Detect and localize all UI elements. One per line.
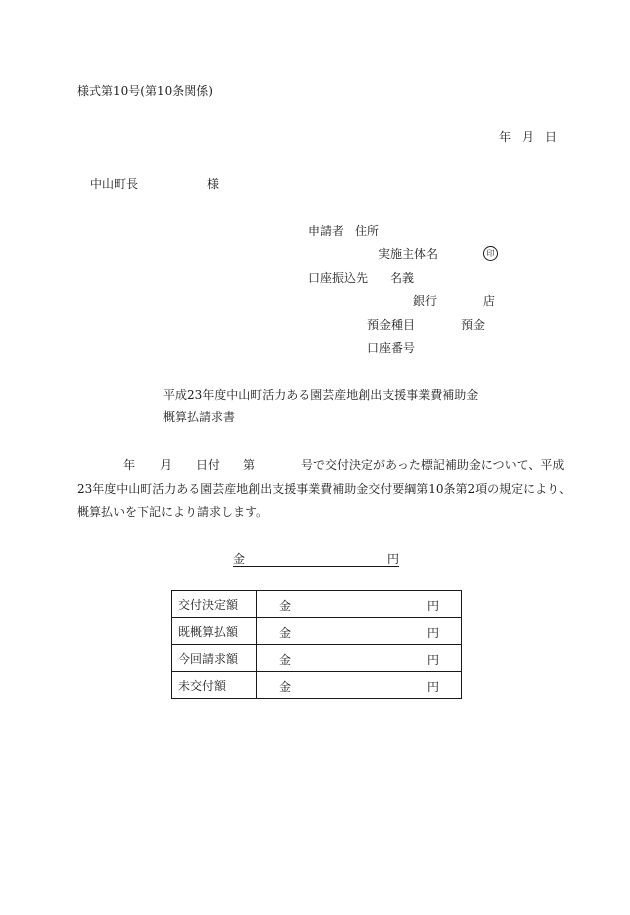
row-value-cell <box>257 645 462 672</box>
document-title-line2: 概算払請求書 <box>163 410 236 424</box>
bank-label: 口座振込先 <box>308 271 369 285</box>
body-dai-label: 第 <box>243 458 256 472</box>
row-yen: 円 <box>426 599 439 613</box>
body-month-label: 月 <box>160 458 173 472</box>
addressee-honorific: 様 <box>207 177 220 191</box>
table-row <box>172 618 462 645</box>
amount-kin-label: 金 <box>233 552 246 566</box>
bank-holder-label: 名義 <box>390 271 415 285</box>
row-label: 交付決定額 <box>172 591 257 618</box>
row-value-cell <box>257 591 462 618</box>
bank-name-label: 銀行 <box>413 294 438 308</box>
row-kin: 金 <box>279 599 292 613</box>
row-yen: 円 <box>426 653 439 667</box>
body-line2: 23年度中山町活力ある園芸産地創出支援事業費補助金交付要綱第10条第2項の規定により、 <box>77 482 572 496</box>
bank-number-label: 口座番号 <box>367 341 416 355</box>
form-number: 様式第10号(第10条関係) <box>77 84 213 98</box>
date-year-label: 年 <box>499 130 512 144</box>
body-year-label: 年 <box>123 458 136 472</box>
row-label: 今回請求額 <box>172 645 257 672</box>
amount-underline <box>233 552 399 567</box>
row-kin: 金 <box>279 626 292 640</box>
row-yen: 円 <box>426 680 439 694</box>
amount-summary-table <box>171 590 462 699</box>
row-label: 既概算払額 <box>172 618 257 645</box>
date-month-label: 月 <box>522 130 535 144</box>
bank-branch-label: 店 <box>483 294 496 308</box>
body-day-ref-label: 日付 <box>196 458 221 472</box>
body-line3: 概算払いを下記により請求します。 <box>77 505 269 519</box>
bank-type-suffix: 預金 <box>461 318 486 332</box>
row-value-cell <box>257 618 462 645</box>
addressee-name: 中山町長 <box>90 177 139 191</box>
table-row <box>172 645 462 672</box>
amount-yen-label: 円 <box>387 552 400 566</box>
applicant-entity-label: 実施主体名 <box>378 247 439 261</box>
body-line1-rest: 号で交付決定があった標記補助金について、平成 <box>301 458 565 472</box>
document-title-line1: 平成23年度中山町活力ある園芸産地創出支援事業費補助金 <box>163 388 479 402</box>
row-label: 未交付額 <box>172 672 257 699</box>
seal-mark: 印 <box>483 246 498 261</box>
applicant-address-label: 住所 <box>355 224 380 238</box>
row-yen: 円 <box>426 626 439 640</box>
table-row <box>172 591 462 618</box>
row-kin: 金 <box>279 653 292 667</box>
bank-type-label: 預金種目 <box>367 318 416 332</box>
date-day-label: 日 <box>545 130 558 144</box>
applicant-label: 申請者 <box>308 224 345 238</box>
row-kin: 金 <box>279 680 292 694</box>
table-row <box>172 672 462 699</box>
row-value-cell <box>257 672 462 699</box>
